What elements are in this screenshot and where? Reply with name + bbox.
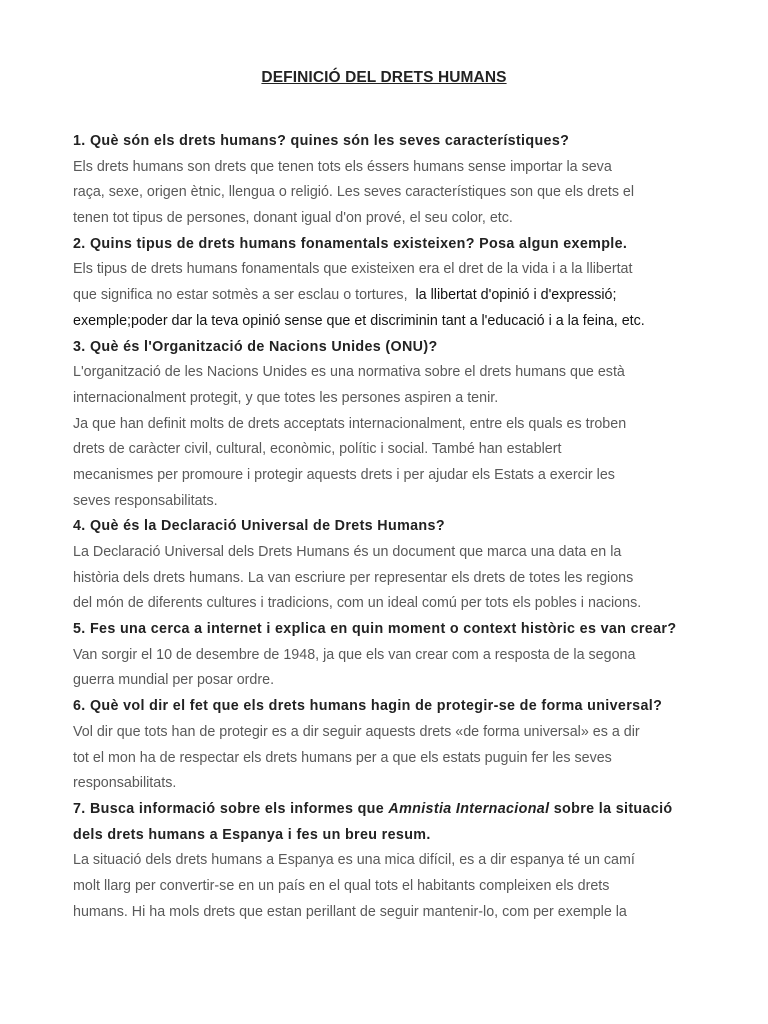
answer-line: tot el mon ha de respectar els drets humans per a que els estats puguin fer les seves	[73, 749, 612, 766]
question-line: 1. Què són els drets humans? quines són les seves característiques?	[73, 133, 570, 149]
answer-line: Els tipus de drets humans fonamentals que existeixen era el dret de la vida i a la llibertat	[73, 261, 633, 278]
answer-line: mecanismes per promoure i protegir aquests drets i per ajudar els Estats a exercir les	[73, 466, 615, 483]
document-body	[73, 129, 713, 925]
answer-line: molt llarg per convertir-se en un país en el qual tots el habitants compleixen els drets	[73, 877, 610, 894]
answer-line: La Declaració Universal dels Drets Humans és un document que marca una data en la	[73, 544, 622, 560]
answer-line: guerra mundial per posar ordre.	[73, 672, 275, 689]
answer-line: responsabilitats.	[73, 775, 177, 792]
answer-line: humans. Hi ha mols drets que estan perillant de seguir mantenir-lo, com per exemple la	[73, 903, 627, 920]
answer-line: Van sorgir el 10 de desembre de 1948, ja que els van crear com a resposta de la segona	[73, 646, 636, 663]
answer-line: La situació dels drets humans a Espanya es una mica difícil, es a dir espanya té un camí	[73, 852, 635, 869]
document-title: DEFINICIÓ DEL DRETS HUMANS	[261, 69, 507, 86]
question-text: 7. Busca informació sobre els informes que	[73, 800, 389, 817]
answer-line: exemple;poder dar la teva opinió sense que et discriminin tant a l'educació i a la feina, etc.	[73, 312, 645, 329]
answer-line: història dels drets humans. La van escriure per representar els drets de totes les regions	[73, 569, 634, 586]
question-line: 2. Quins tipus de drets humans fonamentals existeixen? Posa algun exemple.	[73, 235, 628, 252]
question-line: 6. Què vol dir el fet que els drets humans hagin de protegir-se de forma universal?	[73, 698, 663, 715]
question-line: 4. Què és la Declaració Universal de Drets Humans?	[73, 518, 445, 535]
answer-text-highlight: la llibertat d'opinió i d'expressió;	[415, 287, 617, 304]
answer-line: Els drets humans son drets que tenen tots els éssers humans sense importar la seva	[73, 158, 612, 175]
answer-line	[73, 283, 713, 309]
answer-line: Vol dir que tots han de protegir es a dir seguir aquests drets «de forma universal» es a dir	[73, 723, 640, 740]
question-line	[73, 797, 713, 823]
answer-line: tenen tot tipus de persones, donant igual d'on prové, el seu color, etc.	[73, 210, 513, 227]
answer-text: que significa no estar sotmès a ser esclau o tortures,	[73, 287, 416, 304]
question-line: dels drets humans a Espanya i fes un breu resum.	[73, 826, 431, 843]
organization-name: Amnistia Internacional	[388, 800, 550, 817]
question-line: 3. Què és l'Organització de Nacions Unides (ONU)?	[73, 338, 438, 355]
answer-line: L'organització de les Nacions Unides es una normativa sobre el drets humans que està	[73, 364, 625, 381]
answer-line: drets de caràcter civil, cultural, econòmic, polític i social. També han establert	[73, 441, 562, 458]
answer-line: internacionalment protegit, y que totes les persones aspiren a tenir.	[73, 389, 499, 406]
question-text: sobre la situació	[549, 800, 673, 817]
answer-line: Ja que han definit molts de drets acceptats internacionalment, entre els quals es troben	[73, 415, 627, 432]
answer-line: seves responsabilitats.	[73, 492, 218, 509]
answer-line: del món de diferents cultures i tradicions, com un ideal comú per tots els pobles i nacions.	[73, 595, 642, 612]
question-line: 5. Fes una cerca a internet i explica en quin moment o context històric es van crear?	[73, 621, 677, 638]
answer-line: raça, sexe, origen ètnic, llengua o religió. Les seves característiques son que els drets el	[73, 184, 635, 201]
